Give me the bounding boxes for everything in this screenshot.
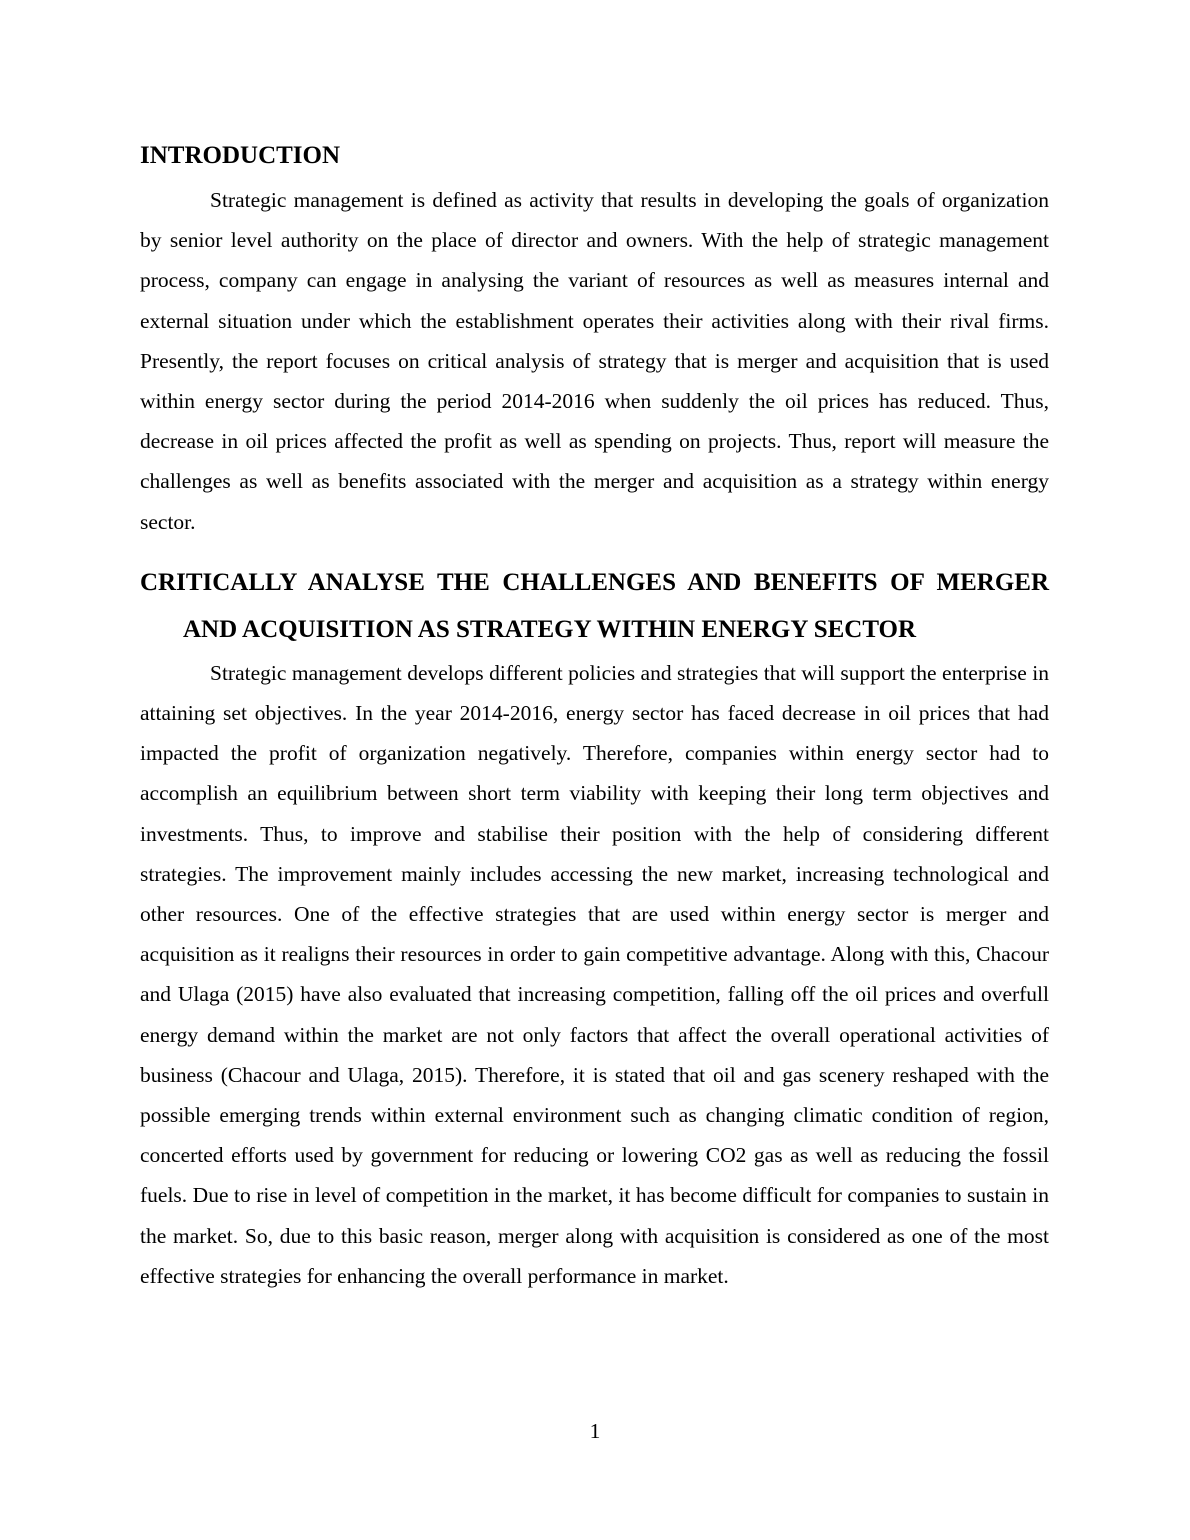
introduction-paragraph: Strategic management is defined as activity that results in developing the goals of organization by senior level authority on the place of director and owners. With the help of strategic management process, company can engage in analysing the variant of resources as well as measures internal and external situation under which the establishment operates their activities along with their rival firms. Presently, the report focuses on critical analysis of strategy that is merger and acquisition that is used within energy sector during the period 2014-2016 when suddenly the oil prices has reduced. Thus, decrease in oil prices affected the profit as well as spending on projects. Thus, report will measure the challenges as well as benefits associated with the merger and acquisition as a strategy within energy sector.	[140, 188, 1049, 534]
analysis-paragraph: Strategic management develops different policies and strategies that will support the enterprise in attaining set objectives. In the year 2014-2016, energy sector has faced decrease in oil prices that had impacted the profit of organization negatively. Therefore, companies within energy sector had to accomplish an equilibrium between short term viability with keeping their long term objectives and investments. Thus, to improve and stabilise their position with the help of considering different strategies. The improvement mainly includes accessing the new market, increasing technological and other resources. One of the effective strategies that are used within energy sector is merger and acquisition as it realigns their resources in order to gain competitive advantage. Along with this, Chacour and Ulaga (2015) have also evaluated that increasing competition, falling off the oil prices and overfull energy demand within the market are not only factors that affect the overall operational activities of business (Chacour and Ulaga, 2015). Therefore, it is stated that oil and gas scenery reshaped with the possible emerging trends within external environment such as changing climatic condition of region, concerted efforts used by government for reducing or lowering CO2 gas as well as reducing the fossil fuels. Due to rise in level of competition in the market, it has become difficult for companies to sustain in the market. So, due to this basic reason, merger along with acquisition is considered as one of the most effective strategies for enhancing the overall performance in market.	[140, 660, 1049, 1288]
analysis-heading: CRITICALLY ANALYSE THE CHALLENGES AND BENEFITS OF MERGER AND ACQUISITION AS STRATEGY WITHIN ENERGY SECTOR	[140, 568, 1049, 643]
page-number: 1	[589, 1419, 601, 1443]
document-page	[140, 128, 1049, 1296]
introduction-heading: INTRODUCTION	[140, 142, 341, 169]
